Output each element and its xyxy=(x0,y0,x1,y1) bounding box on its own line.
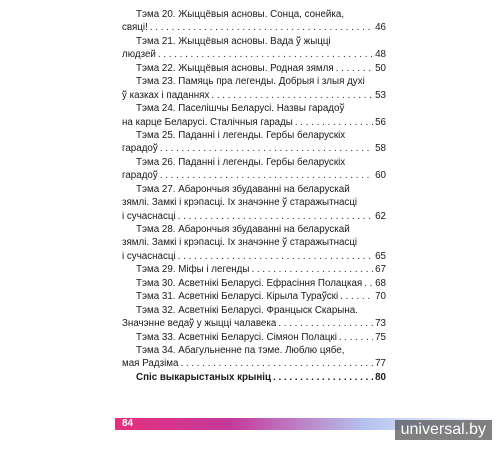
toc-entry xyxy=(122,357,386,370)
toc-entry-text: ў казках і паданнях xyxy=(122,89,210,101)
toc-entry-text: Спіс выкарыстаных крыніц xyxy=(136,371,272,383)
toc-entry-text: Тэма 32. Асветнікі Беларусі. Францыск Скарына. xyxy=(136,304,358,316)
toc-entry-text: свяці! xyxy=(122,22,148,34)
toc-page-number: 53 xyxy=(375,89,386,101)
toc-entry-text: людзей xyxy=(122,49,156,61)
toc-entry-text: Тэма 29. Міфы і легенды xyxy=(136,264,250,276)
toc-entry xyxy=(122,371,386,384)
toc-entry xyxy=(122,290,386,303)
toc-page-number: 62 xyxy=(375,210,386,222)
dot-leader xyxy=(249,263,373,276)
toc-page-number: 67 xyxy=(375,264,386,276)
toc-entry xyxy=(122,236,386,249)
toc-entry-text: Тэма 33. Асветнікі Беларусі. Сімяон Полацкі xyxy=(136,331,337,343)
dot-leader xyxy=(276,317,373,330)
dot-leader xyxy=(158,142,373,155)
toc-entry xyxy=(122,183,386,196)
toc-entry-text: Тэма 20. Жыццёвыя асновы. Сонца, сонейка, xyxy=(136,9,345,20)
toc-entry-text: гарадоў xyxy=(122,170,158,182)
table-of-contents xyxy=(122,8,386,384)
toc-entry-text: Тэма 22. Жыццёвыя асновы. Родная зямля xyxy=(136,62,334,74)
toc-entry xyxy=(122,210,386,223)
toc-entry-text: і сучаснасці xyxy=(122,210,176,222)
toc-page-number: 77 xyxy=(375,358,386,370)
toc-entry xyxy=(122,317,386,330)
toc-entry xyxy=(122,277,386,290)
toc-page-number: 70 xyxy=(375,291,386,303)
toc-entry xyxy=(122,48,386,61)
toc-entry-text: Тэма 23. Памяць пра легенды. Добрыя і злыя духі xyxy=(136,76,365,88)
toc-entry-text: Тэма 26. Паданні і легенды. Гербы беларускіх xyxy=(136,156,346,168)
toc-page-number: 56 xyxy=(375,116,386,128)
toc-entry-text: Тэма 30. Асветнікі Беларусі. Ефрасіння Полацкая xyxy=(136,277,363,289)
dot-leader xyxy=(338,290,373,303)
toc-entry-text: Тэма 25. Паданні і легенды. Гербы беларускіх xyxy=(136,129,346,141)
dot-leader xyxy=(176,250,373,263)
toc-entry-text: і сучаснасці xyxy=(122,250,176,262)
dot-leader xyxy=(362,277,373,290)
toc-entry xyxy=(122,331,386,344)
dot-leader xyxy=(271,371,373,384)
toc-page-number: 75 xyxy=(375,331,386,343)
toc-entry xyxy=(122,116,386,129)
toc-entry xyxy=(122,250,386,263)
dot-leader xyxy=(293,116,373,129)
toc-page-number: 65 xyxy=(375,250,386,262)
toc-entry xyxy=(122,62,386,75)
toc-page-number: 46 xyxy=(375,22,386,34)
toc-entry xyxy=(122,156,386,169)
dot-leader xyxy=(156,48,373,61)
toc-entry-text: Тэма 34. Абагульненне па тэме. Люблю цябе, xyxy=(136,344,345,356)
toc-page-number: 68 xyxy=(375,277,386,289)
toc-page-number: 50 xyxy=(375,62,386,74)
dot-leader xyxy=(158,169,373,182)
toc-entry-text: гарадоў xyxy=(122,143,158,155)
toc-entry-text: мая Радзіма xyxy=(122,358,179,370)
toc-entry-text: зямлі. Замкі і крэпасці. Іх значэнне ў старажытнасці xyxy=(122,197,358,209)
toc-entry-text: Тэма 27. Абарончыя збудаванні на беларускай xyxy=(136,183,350,195)
toc-entry xyxy=(122,196,386,209)
dot-leader xyxy=(337,331,373,344)
toc-entry-text: на карце Беларусі. Сталічныя гарады xyxy=(122,116,293,128)
page-number: 84 xyxy=(122,418,134,429)
toc-entry xyxy=(122,142,386,155)
watermark: universal.by xyxy=(395,420,492,440)
toc-entry xyxy=(122,223,386,236)
toc-entry-text: Тэма 21. Жыццёвыя асновы. Вада ў жыцці xyxy=(136,35,331,47)
dot-leader xyxy=(209,89,373,102)
toc-entry-text: Значэнне ведаў у жыцці чалавека xyxy=(122,318,277,330)
toc-page-number: 48 xyxy=(375,49,386,61)
dot-leader xyxy=(178,357,373,370)
toc-page-number: 58 xyxy=(375,143,386,155)
toc-entry xyxy=(122,35,386,48)
toc-entry-text: Тэма 31. Асветнікі Беларусі. Кірыла Тураўскі xyxy=(136,291,339,303)
toc-entry xyxy=(122,21,386,34)
toc-entry-text: зямлі. Замкі і крэпасці. Іх значэнне ў старажытнасці xyxy=(122,237,358,249)
toc-entry-text: Тэма 28. Абарончыя збудаванні на беларускай xyxy=(136,224,350,235)
toc-entry xyxy=(122,102,386,115)
toc-page-number: 60 xyxy=(375,170,386,182)
toc-entry xyxy=(122,75,386,88)
toc-page-number: 80 xyxy=(375,371,386,383)
toc-page-number: 73 xyxy=(375,318,386,330)
toc-entry xyxy=(122,263,386,276)
toc-entry xyxy=(122,169,386,182)
toc-entry xyxy=(122,304,386,317)
toc-entry xyxy=(122,129,386,142)
toc-entry-text: Тэма 24. Паселішчы Беларусі. Назвы гарадоў xyxy=(136,103,345,115)
dot-leader xyxy=(334,62,373,75)
toc-entry xyxy=(122,344,386,357)
toc-entry xyxy=(122,89,386,102)
toc-entry xyxy=(122,8,386,21)
dot-leader xyxy=(176,210,373,223)
dot-leader xyxy=(148,21,373,34)
